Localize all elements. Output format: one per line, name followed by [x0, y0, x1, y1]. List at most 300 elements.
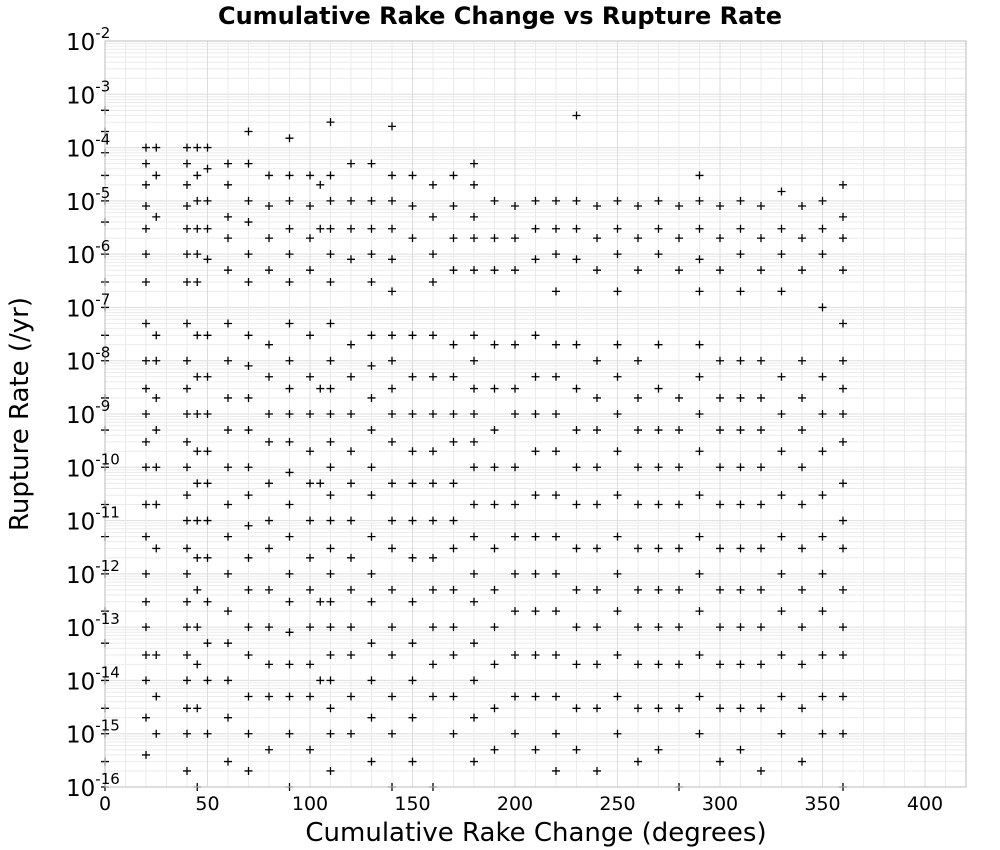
- data-point: [450, 341, 458, 349]
- data-point: [193, 554, 201, 562]
- data-point: [716, 586, 724, 594]
- data-point: [224, 533, 232, 541]
- data-point: [152, 394, 160, 402]
- data-point: [573, 704, 581, 712]
- data-point: [716, 234, 724, 242]
- data-point: [757, 544, 765, 552]
- data-point: [819, 447, 827, 455]
- data-point: [450, 373, 458, 381]
- chart-title: Cumulative Rake Change vs Rupture Rate: [217, 2, 783, 30]
- data-point: [316, 598, 324, 606]
- data-point: [737, 704, 745, 712]
- data-point: [552, 491, 560, 499]
- data-point: [511, 234, 519, 242]
- data-point: [224, 181, 232, 189]
- data-point: [183, 544, 191, 552]
- data-point: [183, 278, 191, 286]
- data-point: [265, 544, 273, 552]
- data-point: [245, 767, 253, 775]
- data-point: [737, 586, 745, 594]
- data-point: [316, 181, 324, 189]
- data-point: [152, 692, 160, 700]
- data-point: [316, 385, 324, 393]
- data-point: [265, 438, 273, 446]
- data-point: [193, 660, 201, 668]
- data-point: [204, 165, 212, 173]
- data-point: [347, 341, 355, 349]
- data-point: [470, 533, 478, 541]
- data-point: [265, 341, 273, 349]
- data-point: [245, 554, 253, 562]
- data-point: [696, 225, 704, 233]
- data-point: [614, 491, 622, 499]
- data-point: [224, 607, 232, 615]
- data-point: [409, 447, 417, 455]
- data-point: [532, 225, 540, 233]
- data-point: [675, 266, 683, 274]
- data-point: [193, 479, 201, 487]
- y-tick-label: $10^{-6}$: [66, 237, 111, 270]
- y-tick-label: $10^{-12}$: [66, 556, 120, 589]
- data-point: [552, 287, 560, 295]
- data-point: [152, 171, 160, 179]
- data-point: [286, 171, 294, 179]
- data-point: [224, 266, 232, 274]
- data-point: [327, 704, 335, 712]
- data-point: [409, 598, 417, 606]
- data-point: [224, 160, 232, 168]
- data-point: [819, 491, 827, 499]
- data-point: [450, 544, 458, 552]
- data-point: [429, 660, 437, 668]
- data-point: [327, 171, 335, 179]
- data-point: [316, 225, 324, 233]
- data-point: [142, 225, 150, 233]
- data-point: [245, 651, 253, 659]
- data-point: [634, 544, 642, 552]
- data-point: [142, 751, 150, 759]
- data-point: [450, 171, 458, 179]
- data-point: [142, 714, 150, 722]
- data-point: [306, 331, 314, 339]
- data-point: [552, 225, 560, 233]
- data-point: [204, 554, 212, 562]
- data-point: [757, 501, 765, 509]
- data-point: [778, 447, 786, 455]
- data-point: [737, 426, 745, 434]
- y-axis-label: Rupture Rate (/yr): [5, 297, 35, 531]
- data-point: [798, 704, 806, 712]
- data-point: [614, 287, 622, 295]
- x-tick-label: 100: [291, 793, 329, 815]
- data-point: [737, 394, 745, 402]
- data-point: [716, 266, 724, 274]
- data-point: [388, 385, 396, 393]
- data-point: [388, 479, 396, 487]
- data-point: [286, 278, 294, 286]
- data-point: [798, 266, 806, 274]
- data-point: [388, 692, 396, 700]
- data-point: [614, 533, 622, 541]
- data-point: [429, 554, 437, 562]
- data-point: [798, 544, 806, 552]
- data-point: [286, 692, 294, 700]
- data-point: [778, 373, 786, 381]
- data-point: [696, 287, 704, 295]
- data-point: [491, 501, 499, 509]
- data-point: [716, 758, 724, 766]
- x-axis-ticks: [99, 793, 943, 815]
- data-point: [552, 651, 560, 659]
- data-point: [409, 758, 417, 766]
- data-point: [696, 341, 704, 349]
- data-point: [491, 544, 499, 552]
- data-point: [778, 607, 786, 615]
- data-point: [368, 426, 376, 434]
- data-point: [593, 501, 601, 509]
- x-tick-label: 350: [804, 793, 841, 815]
- data-point: [634, 394, 642, 402]
- data-point: [368, 278, 376, 286]
- data-point: [327, 767, 335, 775]
- data-point: [224, 426, 232, 434]
- data-point: [675, 426, 683, 434]
- data-point: [532, 607, 540, 615]
- data-point: [470, 598, 478, 606]
- data-point: [655, 385, 663, 393]
- data-point: [532, 651, 540, 659]
- data-point: [470, 181, 478, 189]
- data-point: [347, 586, 355, 594]
- data-point: [634, 234, 642, 242]
- data-point: [839, 234, 847, 242]
- data-point: [757, 426, 765, 434]
- data-point: [839, 181, 847, 189]
- data-point: [142, 160, 150, 168]
- y-tick-label: $10^{-13}$: [66, 610, 120, 643]
- data-point: [696, 171, 704, 179]
- data-point: [696, 447, 704, 455]
- data-point: [152, 426, 160, 434]
- data-point: [142, 385, 150, 393]
- data-point: [142, 438, 150, 446]
- data-point: [204, 373, 212, 381]
- data-point: [245, 491, 253, 499]
- data-point: [327, 225, 335, 233]
- data-point: [327, 491, 335, 499]
- data-point: [655, 544, 663, 552]
- data-point: [429, 181, 437, 189]
- data-point: [388, 122, 396, 130]
- data-point: [614, 373, 622, 381]
- data-point: [839, 438, 847, 446]
- x-tick-label: 0: [98, 793, 112, 815]
- data-point: [573, 544, 581, 552]
- data-point: [183, 598, 191, 606]
- data-point: [245, 692, 253, 700]
- data-point: [327, 598, 335, 606]
- data-point: [368, 394, 376, 402]
- data-point: [778, 187, 786, 195]
- data-point: [306, 266, 314, 274]
- data-point: [183, 767, 191, 775]
- data-point: [306, 692, 314, 700]
- data-point: [265, 746, 273, 754]
- data-point: [429, 447, 437, 455]
- data-point: [368, 160, 376, 168]
- data-point: [757, 660, 765, 668]
- data-point: [265, 660, 273, 668]
- data-point: [450, 651, 458, 659]
- data-point: [193, 225, 201, 233]
- data-point: [614, 447, 622, 455]
- data-point: [429, 373, 437, 381]
- data-point: [675, 704, 683, 712]
- data-point: [532, 491, 540, 499]
- data-point: [245, 278, 253, 286]
- data-point: [511, 607, 519, 615]
- x-tick-label: 400: [906, 793, 944, 815]
- y-tick-label: $10^{-10}$: [66, 450, 120, 483]
- data-point: [716, 704, 724, 712]
- data-point: [634, 758, 642, 766]
- data-point: [152, 331, 160, 339]
- x-tick-label: 300: [701, 793, 739, 815]
- data-point: [655, 501, 663, 509]
- data-point: [265, 171, 273, 179]
- data-point: [593, 544, 601, 552]
- y-tick-label: $10^{-3}$: [66, 77, 111, 110]
- data-point: [716, 544, 724, 552]
- data-point: [532, 331, 540, 339]
- data-point: [634, 704, 642, 712]
- data-point: [286, 501, 294, 509]
- data-point: [655, 426, 663, 434]
- data-point: [368, 491, 376, 499]
- data-point: [696, 692, 704, 700]
- data-point: [245, 160, 253, 168]
- data-point: [306, 586, 314, 594]
- data-point: [245, 218, 253, 226]
- data-point: [819, 692, 827, 700]
- data-point: [142, 533, 150, 541]
- data-point: [409, 373, 417, 381]
- data-point: [193, 704, 201, 712]
- data-point: [737, 287, 745, 295]
- data-point: [655, 704, 663, 712]
- data-point: [286, 134, 294, 142]
- data-point: [573, 660, 581, 668]
- data-point: [265, 373, 273, 381]
- y-tick-label: $10^{-11}$: [66, 503, 120, 536]
- data-point: [491, 234, 499, 242]
- data-point: [368, 758, 376, 766]
- data-point: [204, 639, 212, 647]
- data-point: [798, 501, 806, 509]
- data-point: [409, 639, 417, 647]
- data-point: [593, 234, 601, 242]
- data-point: [839, 319, 847, 327]
- y-tick-label: $10^{-8}$: [66, 343, 111, 376]
- y-tick-label: $10^{-7}$: [66, 290, 111, 323]
- data-point: [798, 426, 806, 434]
- data-point: [388, 287, 396, 295]
- data-point: [388, 651, 396, 659]
- data-point: [757, 394, 765, 402]
- data-point: [306, 447, 314, 455]
- data-point: [573, 426, 581, 434]
- data-point: [204, 331, 212, 339]
- x-tick-label: 150: [394, 793, 431, 815]
- data-point: [245, 394, 253, 402]
- data-point: [573, 746, 581, 754]
- data-point: [450, 438, 458, 446]
- data-point: [737, 544, 745, 552]
- y-tick-label: $10^{-15}$: [66, 716, 120, 749]
- data-point: [511, 501, 519, 509]
- data-point: [655, 586, 663, 594]
- data-point: [429, 479, 437, 487]
- data-point: [409, 479, 417, 487]
- data-point: [193, 171, 201, 179]
- data-point: [614, 607, 622, 615]
- data-point: [470, 714, 478, 722]
- data-point: [224, 213, 232, 221]
- data-point: [327, 319, 335, 327]
- data-point: [142, 319, 150, 327]
- data-point: [429, 692, 437, 700]
- data-point: [511, 341, 519, 349]
- data-point: [675, 544, 683, 552]
- data-point: [347, 225, 355, 233]
- data-point: [388, 586, 396, 594]
- data-point: [316, 479, 324, 487]
- data-point: [224, 234, 232, 242]
- data-point: [368, 714, 376, 722]
- data-point: [798, 586, 806, 594]
- data-point: [470, 758, 478, 766]
- data-point: [696, 533, 704, 541]
- data-point: [286, 385, 294, 393]
- data-point: [470, 501, 478, 509]
- data-point: [573, 586, 581, 594]
- data-point: [265, 692, 273, 700]
- data-point: [142, 181, 150, 189]
- data-point: [429, 213, 437, 221]
- data-point: [696, 651, 704, 659]
- data-point: [470, 213, 478, 221]
- data-point: [470, 438, 478, 446]
- data-point: [368, 533, 376, 541]
- data-point: [839, 692, 847, 700]
- data-point: [183, 438, 191, 446]
- y-tick-label: $10^{-14}$: [66, 663, 120, 696]
- data-point: [552, 533, 560, 541]
- data-point: [183, 160, 191, 168]
- data-point: [183, 491, 191, 499]
- data-point: [552, 341, 560, 349]
- data-point: [183, 385, 191, 393]
- data-point: [778, 491, 786, 499]
- data-point: [696, 607, 704, 615]
- data-point: [716, 660, 724, 668]
- data-point: [655, 660, 663, 668]
- data-point: [470, 160, 478, 168]
- data-point: [737, 660, 745, 668]
- data-point: [511, 385, 519, 393]
- data-point: [183, 225, 191, 233]
- data-point: [757, 586, 765, 594]
- data-point: [675, 501, 683, 509]
- y-tick-label: $10^{-2}$: [66, 24, 111, 56]
- data-point: [634, 501, 642, 509]
- data-point: [839, 651, 847, 659]
- data-point: [306, 171, 314, 179]
- data-point: [265, 479, 273, 487]
- data-point: [409, 331, 417, 339]
- data-point: [152, 651, 160, 659]
- data-point: [511, 533, 519, 541]
- data-point: [573, 341, 581, 349]
- data-point: [737, 746, 745, 754]
- data-point: [245, 331, 253, 339]
- data-point: [798, 234, 806, 242]
- data-point: [152, 544, 160, 552]
- data-point: [839, 385, 847, 393]
- data-point: [327, 278, 335, 286]
- data-point: [573, 385, 581, 393]
- data-point: [142, 278, 150, 286]
- data-point: [675, 234, 683, 242]
- data-point: [409, 554, 417, 562]
- data-point: [183, 319, 191, 327]
- data-point: [409, 714, 417, 722]
- data-point: [696, 373, 704, 381]
- data-point: [409, 171, 417, 179]
- data-point: [614, 225, 622, 233]
- data-point: [470, 639, 478, 647]
- data-point: [778, 533, 786, 541]
- data-point: [839, 586, 847, 594]
- data-point: [819, 225, 827, 233]
- data-point: [347, 373, 355, 381]
- data-point: [470, 331, 478, 339]
- y-tick-label: $10^{-16}$: [66, 770, 120, 802]
- data-point: [798, 394, 806, 402]
- data-point: [142, 501, 150, 509]
- data-point: [286, 598, 294, 606]
- y-tick-label: $10^{-4}$: [66, 130, 111, 163]
- data-point: [593, 426, 601, 434]
- x-tick-label: 50: [195, 793, 220, 815]
- data-point: [388, 544, 396, 552]
- data-point: [152, 501, 160, 509]
- data-point: [224, 714, 232, 722]
- data-point: [193, 331, 201, 339]
- data-point: [593, 704, 601, 712]
- x-tick-label: 200: [496, 793, 534, 815]
- data-point: [757, 704, 765, 712]
- data-point: [450, 692, 458, 700]
- data-point: [839, 213, 847, 221]
- data-point: [142, 598, 150, 606]
- data-point: [716, 501, 724, 509]
- data-point: [491, 341, 499, 349]
- data-point: [224, 639, 232, 647]
- data-point: [368, 639, 376, 647]
- data-point: [511, 266, 519, 274]
- data-point: [327, 385, 335, 393]
